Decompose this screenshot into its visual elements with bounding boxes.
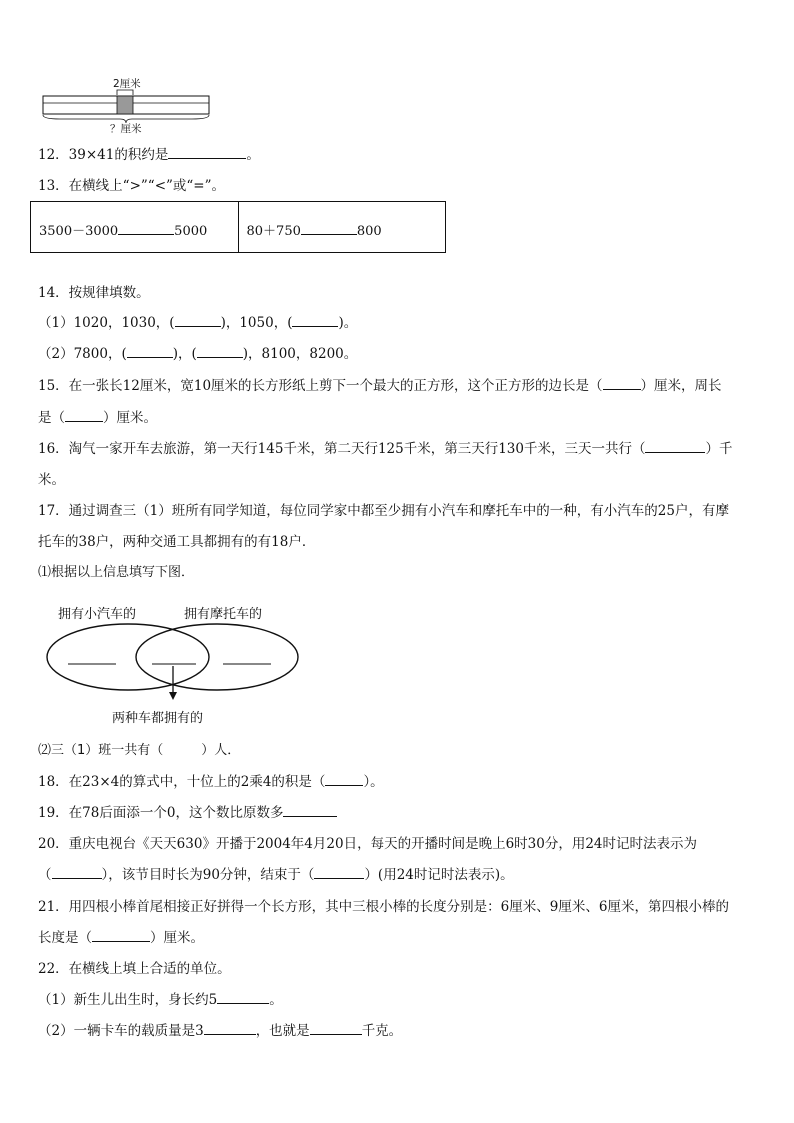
answer-blank[interactable] xyxy=(603,377,641,390)
q16-line2: 米。 xyxy=(38,472,65,488)
q14-line1: （1）1020，1030，( )，1050，( )。 xyxy=(38,315,358,331)
q20-line1: 20．重庆电视台《天天630》开播于2004年4月20日，每天的开播时间是晚上6时30分，用24时记时法表示为 xyxy=(38,836,698,852)
answer-blank[interactable] xyxy=(92,929,150,942)
venn-both-label: 两种车都拥有的 xyxy=(112,711,204,726)
q14-title: 14．按规律填数。 xyxy=(38,285,150,301)
answer-blank[interactable] xyxy=(301,222,357,235)
venn-car-label: 拥有小汽车的 xyxy=(58,607,137,622)
ruler-segment xyxy=(117,96,133,114)
q18: 18．在23×4的算式中，十位上的2乘4的积是（ ）。 xyxy=(38,774,384,790)
moto-ellipse xyxy=(136,624,298,690)
answer-blank[interactable] xyxy=(204,1022,256,1035)
venn-moto-label: 拥有摩托车的 xyxy=(184,607,263,622)
answer-blank[interactable] xyxy=(645,440,705,453)
q22-line2: （2）一辆卡车的载质量是3 ，也就是 千克。 xyxy=(38,1023,403,1039)
q12: 12．39×41的积约是 。 xyxy=(38,147,260,163)
q19: 19．在78后面添一个0，这个数比原数多 xyxy=(38,804,337,822)
answer-blank[interactable] xyxy=(325,773,363,786)
ruler-diagram xyxy=(40,76,215,136)
ruler-top-label: 2厘米 xyxy=(113,78,141,90)
answer-blank[interactable] xyxy=(65,409,103,422)
car-ellipse xyxy=(47,624,209,690)
answer-blank[interactable] xyxy=(118,222,174,235)
compare-cell-right: 80＋750 800 xyxy=(238,202,446,252)
q16-line1: 16．淘气一家开车去旅游，第一天行145千米，第二天行125千米，第三天行130千米，三天一共行（ ）千 xyxy=(38,441,733,457)
q17-sub2: ⑵三（1）班一共有（ ）人． xyxy=(38,743,241,758)
answer-blank[interactable] xyxy=(314,866,364,879)
venn-diagram xyxy=(40,600,310,730)
answer-blank[interactable] xyxy=(292,314,338,327)
q14-line2: （2）7800，( )，( )，8100，8200。 xyxy=(38,346,358,362)
compare-table xyxy=(30,201,446,253)
q22-title: 22．在横线上填上合适的单位。 xyxy=(38,961,231,977)
answer-blank[interactable] xyxy=(283,804,337,817)
q21-line2: 长度是（ ）厘米。 xyxy=(38,930,204,946)
compare-cell-left: 3500－3000 5000 xyxy=(39,224,208,239)
q15-line1: 15．在一张长12厘米，宽10厘米的长方形纸上剪下一个最大的正方形，这个正方形的边长是（ ）厘米，周长 xyxy=(38,378,722,394)
answer-blank[interactable] xyxy=(168,146,246,159)
q13: 13．在横线上“>”“<”或“=”。 xyxy=(38,178,226,194)
answer-blank[interactable] xyxy=(217,991,269,1004)
answer-blank[interactable] xyxy=(310,1022,362,1035)
answer-blank[interactable] xyxy=(197,345,243,358)
q17-line1: 17．通过调查三（1）班所有同学知道，每位同学家中都至少拥有小汽车和摩托车中的一种，有小汽车的25户，有摩 xyxy=(38,503,729,519)
arrow-head xyxy=(169,692,177,700)
ruler-bottom-label: ？厘米 xyxy=(110,123,142,135)
answer-blank[interactable] xyxy=(127,345,173,358)
q17-sub1: ⑴根据以上信息填写下图． xyxy=(38,565,195,580)
answer-blank[interactable] xyxy=(175,314,221,327)
q22-line1: （1）新生儿出生时，身长约5 。 xyxy=(38,992,283,1008)
q20-line2: （ ），该节目时长为90分钟，结束于（ ）(用24时记时法表示)。 xyxy=(38,867,514,883)
answer-blank[interactable] xyxy=(52,866,102,879)
q15-line2: 是（ ）厘米。 xyxy=(38,410,157,426)
q17-line2: 托车的38户，两种交通工具都拥有的有18户． xyxy=(38,534,316,550)
q21-line1: 21．用四根小棒首尾相接正好拼得一个长方形，其中三根小棒的长度分别是：6厘米、9厘米、6厘米，第四根小棒的 xyxy=(38,899,729,915)
